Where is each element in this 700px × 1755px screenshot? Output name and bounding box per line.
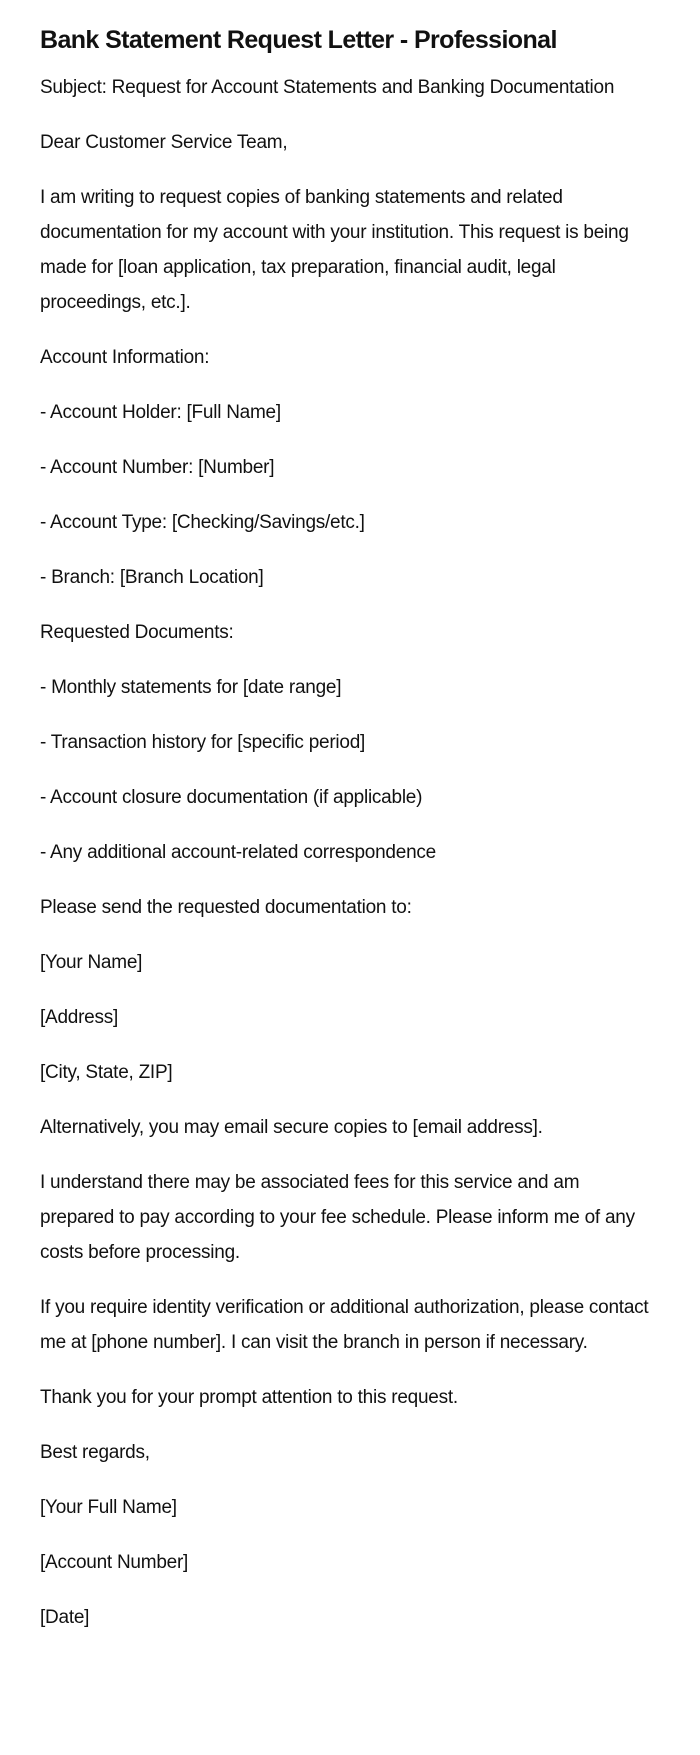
account-type-item: - Account Type: [Checking/Savings/etc.]	[40, 512, 365, 533]
branch-item: - Branch: [Branch Location]	[40, 567, 264, 588]
verification-paragraph: If you require identity verification or additional authorization, please contact me at [phone number]. I can visit the branch in person if necessary.	[40, 1297, 649, 1353]
closure-documentation-item: - Account closure documentation (if applicable)	[40, 787, 423, 808]
signature-name: [Your Full Name]	[40, 1497, 177, 1518]
fees-paragraph: I understand there may be associated fees for this service and am prepared to pay according to your fee schedule. Please inform me of any costs before processing.	[40, 1172, 635, 1263]
recipient-name: [Your Name]	[40, 952, 143, 973]
document-title: Bank Statement Request Letter - Professional	[40, 26, 557, 54]
account-number-item: - Account Number: [Number]	[40, 457, 275, 478]
thank-you-line: Thank you for your prompt attention to this request.	[40, 1387, 458, 1408]
monthly-statements-item: - Monthly statements for [date range]	[40, 677, 342, 698]
account-info-heading: Account Information:	[40, 347, 210, 368]
salutation: Dear Customer Service Team,	[40, 132, 288, 153]
additional-correspondence-item: - Any additional account-related correspondence	[40, 842, 436, 863]
email-alternative: Alternatively, you may email secure copies to [email address].	[40, 1117, 543, 1138]
signature-account-number: [Account Number]	[40, 1552, 189, 1573]
recipient-city-state-zip: [City, State, ZIP]	[40, 1062, 173, 1083]
recipient-address: [Address]	[40, 1007, 119, 1028]
transaction-history-item: - Transaction history for [specific period]	[40, 732, 366, 753]
subject-line: Subject: Request for Account Statements and Banking Documentation	[40, 77, 615, 98]
closing: Best regards,	[40, 1442, 150, 1463]
signature-date: [Date]	[40, 1607, 90, 1628]
intro-paragraph: I am writing to request copies of banking statements and related documentation for my account with your institution. This request is being made for [loan application, tax preparation, financial audit, legal proceedings, etc.].	[40, 187, 629, 313]
send-to-line: Please send the requested documentation to:	[40, 897, 412, 918]
requested-documents-heading: Requested Documents:	[40, 622, 234, 643]
account-holder-item: - Account Holder: [Full Name]	[40, 402, 281, 423]
